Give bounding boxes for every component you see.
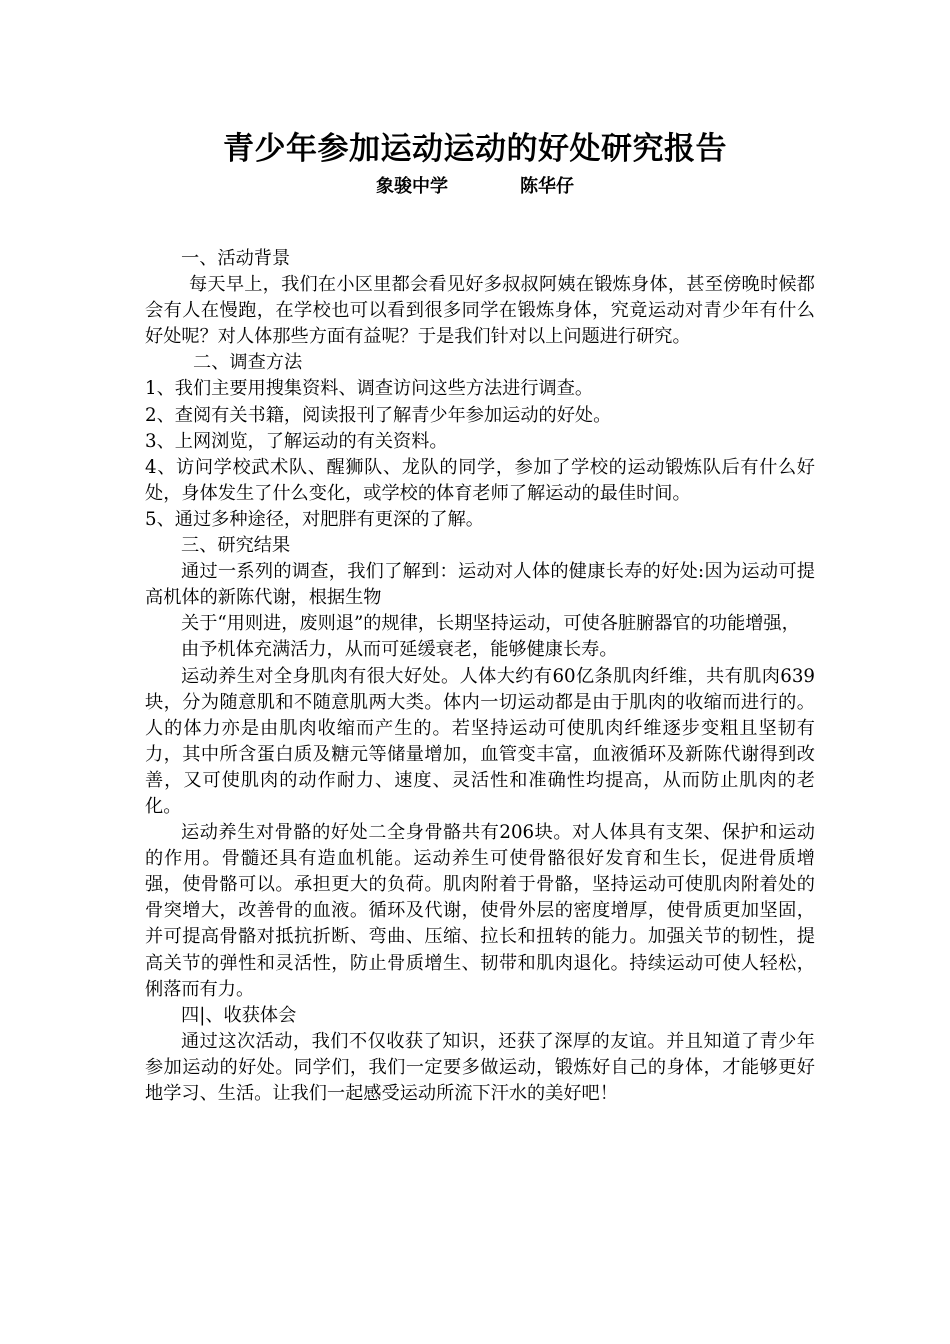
results-paragraph: 关于“用则进，废则退”的规律，长期坚持运动，可使各脏腑器官的功能增强， — [181, 613, 800, 635]
results-paragraph: 运动养生对骨骼的好处二全身骨骼共有206块。对人体具有支架、保护和运动的作用。骨髓还具有造血机能。运动养生可使骨骼很好发育和生长，促进骨质增强，使骨骼可以。承担更大的负荷。肌肉附着于骨骼，坚持运动可使肌肉附着处的骨突增大，改善骨的血液。循环及代谢，使骨外层的密度增厚，使骨质更加坚固，并可提高骨骼对抵抗折断、弯曲、压缩、拉长和扭转的能力。加强关节的韧性，提高关节的弹性和灵活性，防止骨质增生、韧带和肌肉退化。持续运动可使人轻松，俐落而有力。 — [145, 822, 815, 1000]
harvest-paragraph: 通过这次活动，我们不仅收获了知识，还获了深厚的友谊。并且知道了青少年参加运动的好处。同学们，我们一定要多做运动，锻炼好自己的身体，才能够更好地学习、生活。让我们一起感受运动所流下汗水的美好吧！ — [145, 1030, 815, 1104]
document-body — [145, 246, 815, 1107]
method-item: 5、通过多种途径，对肥胖有更深的了解。 — [145, 508, 484, 530]
document-title: 青少年参加运动运动的好处研究报告 — [223, 131, 727, 167]
section-heading-background: 一、活动背景 — [181, 248, 291, 269]
section-heading-method: 二、调查方法 — [193, 352, 303, 374]
section-heading-results: 三、研究结果 — [181, 535, 291, 557]
author-name: 陈华仔 — [520, 176, 574, 197]
results-paragraph: 由予机体充满活力，从而可延缓衰老，能够健康长寿。 — [181, 639, 618, 661]
results-paragraph: 通过一系列的调查，我们了解到：运动对人体的健康长寿的好处:因为运动可提高机体的新陈代谢，根据生物 — [145, 561, 815, 609]
method-item: 4、访问学校武术队、醒狮队、龙队的同学，参加了学校的运动锻炼队后有什么好处，身体发生了什么变化，或学校的体育老师了解运动的最佳时间。 — [145, 456, 815, 504]
method-item: 3、上网浏览，了解运动的有关资料。 — [145, 430, 448, 452]
method-item: 1、我们主要用搜集资料、调查访问这些方法进行调查。 — [145, 378, 594, 400]
results-paragraph: 运动养生对全身肌肉有很大好处。人体大约有60亿条肌肉纤维，共有肌肉639块，分为随意肌和不随意肌两大类。体内一切运动都是由于肌肉的收缩而进行的。人的体力亦是由肌肉收缩而产生的。若坚持运动可使肌肉纤维逐步变粗且坚韧有力，其中所含蛋白质及糖元等储量增加，血管变丰富，血液循环及新陈代谢得到改善，又可使肌肉的动作耐力、速度、灵活性和准确性均提高，从而防止肌肉的老化。 — [145, 665, 815, 817]
background-paragraph: 每天早上，我们在小区里都会看见好多叔叔阿姨在锻炼身体，甚至傍晚时候都会有人在慢跑，在学校也可以看到很多同学在锻炼身体，究竟运动对青少年有什么好处呢？对人体那些方面有益呢？于是我们针对以上问题进行研究。 — [145, 274, 815, 348]
section-heading-harvest: 四|、收获体会 — [181, 1004, 297, 1026]
school-name: 象骏中学 — [376, 176, 448, 197]
method-item: 2、查阅有关书籍，阅读报刊了解青少年参加运动的好处。 — [145, 404, 612, 426]
byline — [0, 174, 950, 200]
